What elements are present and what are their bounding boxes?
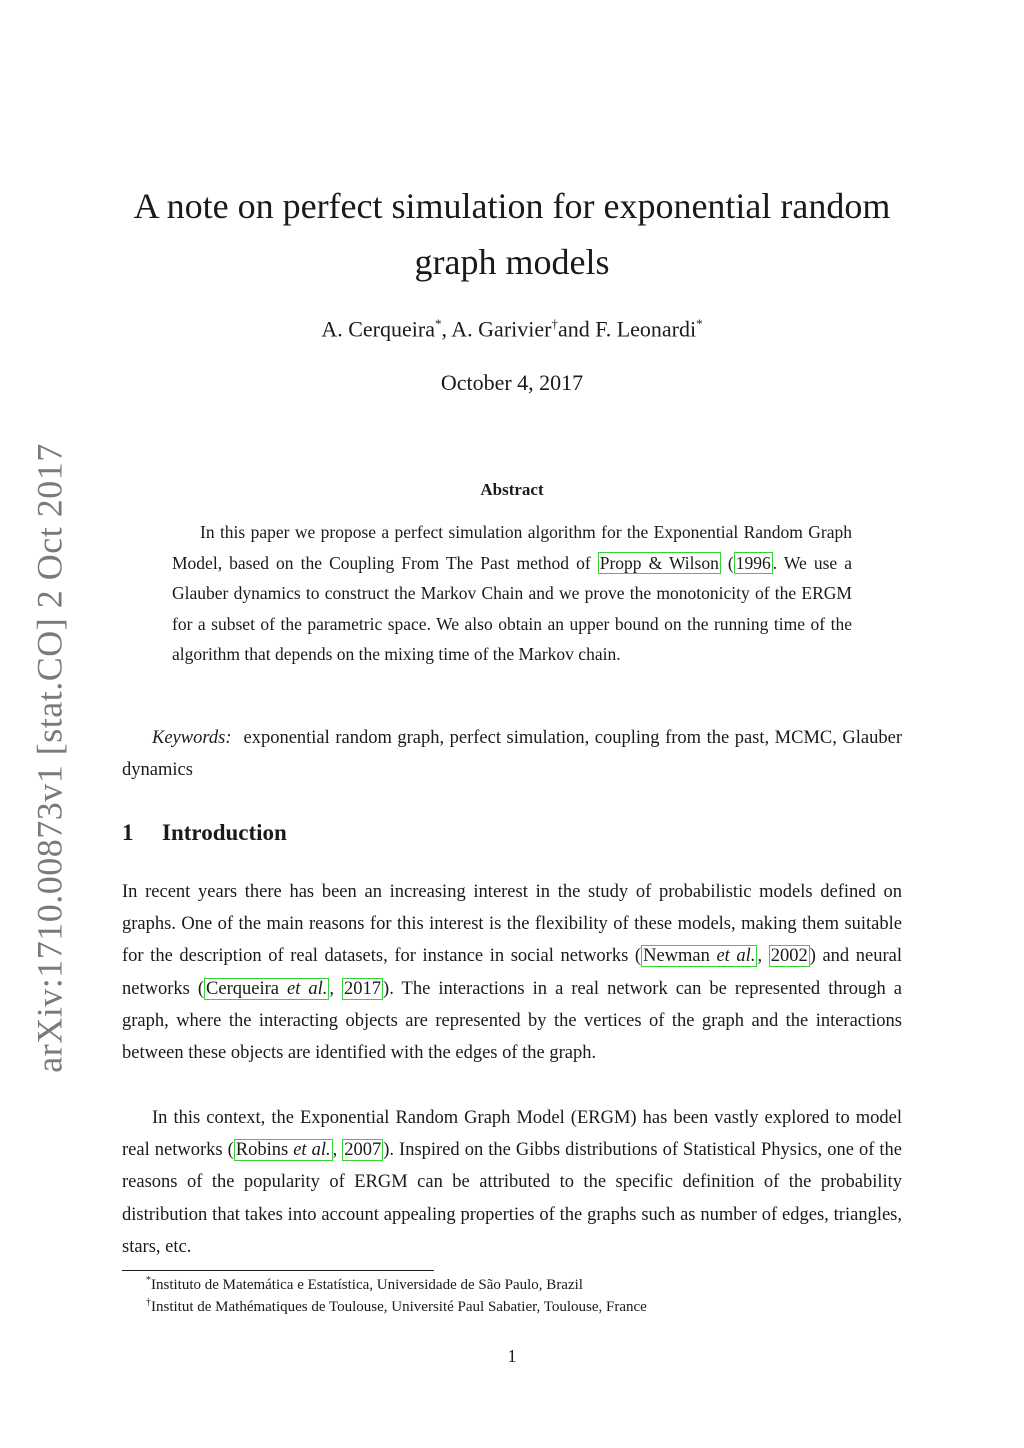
paragraph-text: ) and neural networks ( bbox=[122, 946, 902, 999]
citation-year-link[interactable]: 2007 bbox=[344, 1140, 382, 1161]
abstract-body: In this paper we propose a perfect simulation algorithm for the Exponential Random Graph Model, based on the Coupling From The Past method of Propp & Wilson ( 1996 . We use a Glauber dynamics to construct the Markov Chain and we prove the monotonicity of the ERGM for a subset of the parametric space. We also obtain an upper bound on the running time of the algorithm that depends on the mixing time of the Markov chain. bbox=[172, 522, 852, 665]
paragraph-text: ). The interactions in a real network can be represented through a graph, where the interacting objects are represented by the vertices of the graph and the interactions between these objects are identified with the edges of the graph. bbox=[122, 978, 902, 1064]
citation-etal: et al. bbox=[716, 946, 756, 967]
body-paragraph: In recent years there has been an increasing interest in the study of probabilistic models defined on graphs. One of the main reasons for this interest is the flexibility of these models, making them suitable for the description of real datasets, for instance in social networks ( Newman et al. , 2002 ) and neural networks ( Cerqueira et al. , 2017 ). The interactions in a real network can be represented through a graph, where the interacting objects are represented by the vertices of the graph and the interactions between these objects are identified with the edges of the graph. bbox=[122, 882, 902, 1064]
author-name: F. Leonardi bbox=[595, 316, 697, 342]
citation-link-cerqueira[interactable] bbox=[204, 978, 329, 1000]
citation-year-link[interactable]: 2002 bbox=[770, 946, 808, 967]
footnote-divider bbox=[122, 1270, 434, 1271]
arxiv-identifier-text: arXiv:1710.00873v1 [stat.CO] 2 Oct 2017 bbox=[30, 443, 70, 1073]
citation-author: Robins bbox=[235, 1140, 294, 1161]
abstract-text: . We use a Glauber dynamics to construct the Markov Chain and we prove the monotonicity of the ERGM for a subset of the parametric space. We also obtain an upper bound on the running time of the algorithm that depends on the mixing time of the Markov chain. bbox=[172, 552, 852, 665]
abstract-heading: Abstract bbox=[480, 480, 544, 499]
keywords-label: Keywords: bbox=[152, 728, 232, 748]
section-number: 1 bbox=[122, 820, 134, 845]
section-title: Introduction bbox=[162, 820, 287, 845]
footnote bbox=[146, 1297, 647, 1316]
abstract-text: In this paper we propose a perfect simulation algorithm for the Exponential Random Graph Model, based on the Coupling From The Past method of bbox=[172, 522, 852, 573]
footnote-text: Instituto de Matemática e Estatística, Universidade de São Paulo, Brazil bbox=[151, 1277, 583, 1293]
publication-date: October 4, 2017 bbox=[440, 370, 584, 395]
citation-author: Cerqueira bbox=[206, 978, 287, 999]
citation-etal: et al. bbox=[293, 1140, 331, 1161]
citation-year-link[interactable]: 1996 bbox=[735, 552, 771, 573]
section-heading bbox=[122, 820, 902, 846]
paragraph-text: ). Inspired on the Gibbs distributions of Statistical Physics, one of the reasons of the popularity of ERGM can be attributed to the specific definition of the probability distribution that takes into account appealing properties of the graphs such as number of edges, triangles, stars, etc. bbox=[122, 1140, 902, 1257]
page-number: 1 bbox=[507, 1346, 517, 1366]
citation-author: Newman bbox=[643, 946, 717, 967]
author-list bbox=[100, 316, 924, 342]
author-affiliation-mark: * bbox=[696, 316, 703, 331]
author-name: A. Garivier bbox=[451, 316, 552, 342]
citation-link-propp-wilson[interactable]: Propp & Wilson bbox=[599, 552, 719, 573]
author-separator: and bbox=[557, 316, 596, 342]
author-separator: , bbox=[441, 316, 452, 342]
paragraph-text: In this context, the Exponential Random Graph Model (ERGM) has been vastly explored to model real networks ( bbox=[122, 1108, 902, 1161]
keywords bbox=[122, 722, 902, 786]
citation-link-newman[interactable] bbox=[641, 945, 757, 967]
keywords-text: exponential random graph, perfect simulation, coupling from the past, MCMC, Glauber dynamics bbox=[122, 728, 902, 780]
citation-link-robins[interactable] bbox=[234, 1139, 333, 1161]
footnote-mark: * bbox=[146, 1275, 151, 1286]
paragraph-text: In recent years there has been an increasing interest in the study of probabilistic models defined on graphs. One of the main reasons for this interest is the flexibility of these models, making them suitable for the description of real datasets, for instance in social networks ( bbox=[122, 882, 902, 967]
author-affiliation-mark: * bbox=[434, 316, 442, 331]
body-paragraph: In this context, the Exponential Random Graph Model (ERGM) has been vastly explored to model real networks ( Robins et al. , 2007 ). Inspired on the Gibbs distributions of Statistical Physics, one of the reasons of the popularity of ERGM can be attributed to the specific definition of the probability distribution that takes into account appealing properties of the graphs such as number of edges, triangles, stars, etc. bbox=[122, 1108, 902, 1257]
arxiv-identifier-stamp bbox=[24, 443, 76, 1073]
citation-year-link[interactable]: 2017 bbox=[344, 978, 382, 999]
citation-etal: et al. bbox=[286, 978, 328, 999]
author-affiliation-mark: † bbox=[551, 316, 558, 331]
author-name: A. Cerqueira bbox=[321, 316, 435, 342]
paper-title: A note on perfect simulation for exponential random graph models bbox=[133, 186, 891, 282]
footnote-text: Institut de Mathématiques de Toulouse, Université Paul Sabatier, Toulouse, France bbox=[151, 1299, 647, 1315]
footnote-mark: † bbox=[146, 1297, 151, 1308]
footnote bbox=[146, 1275, 583, 1294]
